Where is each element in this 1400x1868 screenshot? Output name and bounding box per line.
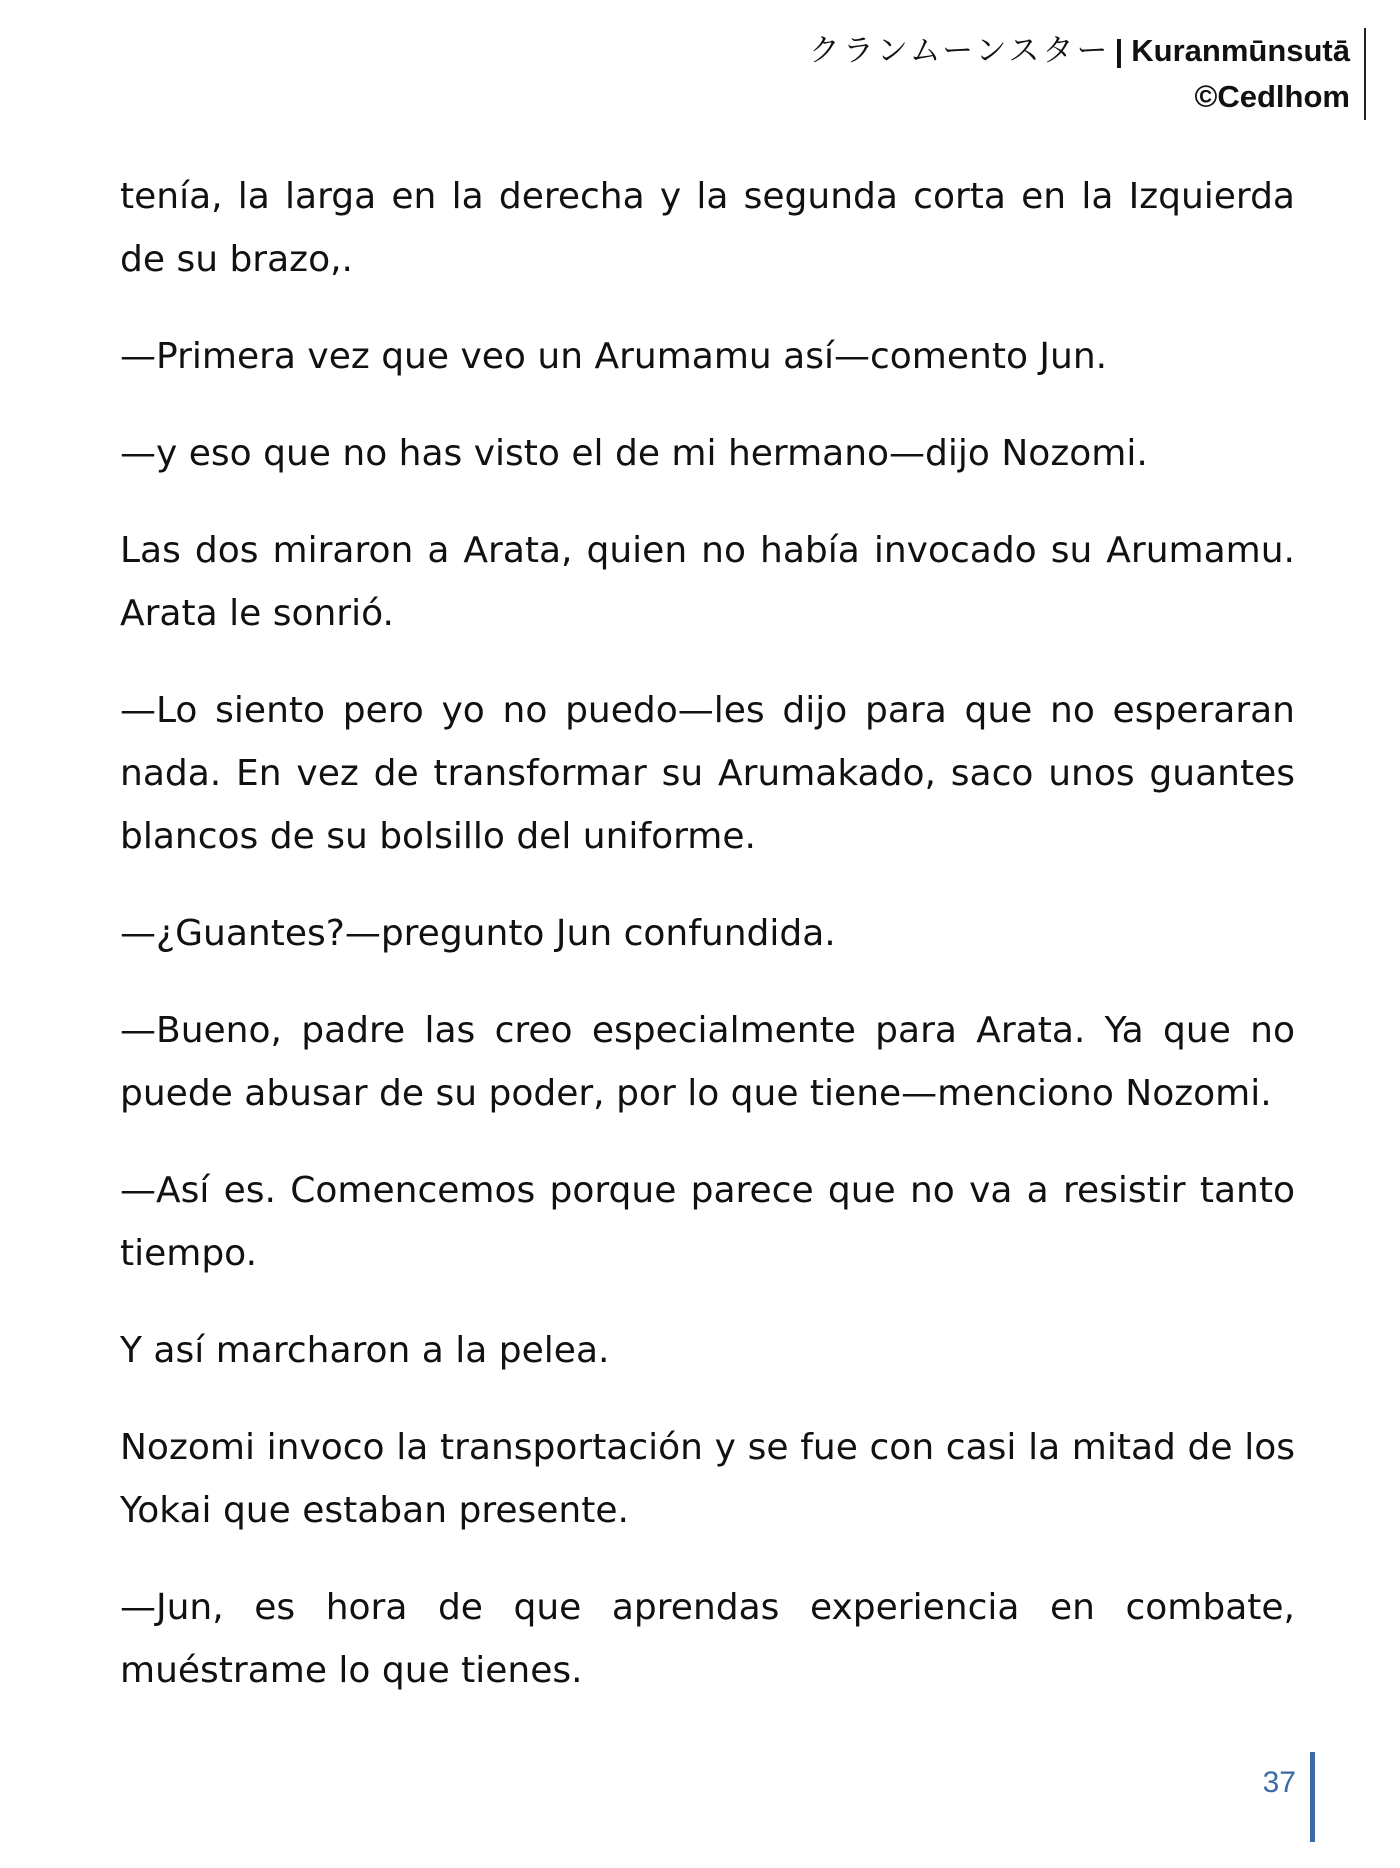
paragraph: Las dos miraron a Arata, quien no había invocado su Arumamu. Arata le sonrió. bbox=[120, 530, 1295, 634]
header-separator: | bbox=[1114, 33, 1124, 68]
paragraph: —¿Guantes?—pregunto Jun confundida. bbox=[120, 913, 836, 954]
paragraph: —Primera vez que veo un Arumamu así—comento Jun. bbox=[120, 336, 1108, 377]
paragraph: —Lo siento pero yo no puedo—les dijo para que no esperaran nada. En vez de transformar su Arumakado, saco unos guantes blancos de su bolsillo del uniforme. bbox=[120, 690, 1295, 857]
page-number: 37 bbox=[1263, 1752, 1315, 1842]
header-japanese-title: クランムーンスター bbox=[808, 33, 1111, 69]
header-copyright: ©Cedlhom bbox=[1194, 79, 1350, 114]
header-romaji-title: Kuranmūnsutā bbox=[1131, 33, 1350, 68]
body-text bbox=[120, 165, 1295, 1736]
paragraph: Y así marcharon a la pelea. bbox=[120, 1330, 610, 1371]
paragraph: Nozomi invoco la transportación y se fue con casi la mitad de los Yokai que estaban presente. bbox=[120, 1427, 1295, 1531]
paragraph: —Bueno, padre las creo especialmente para Arata. Ya que no puede abusar de su poder, por lo que tiene—menciono Nozomi. bbox=[120, 1010, 1295, 1114]
paragraph: —Jun, es hora de que aprendas experiencia en combate, muéstrame lo que tienes. bbox=[120, 1587, 1295, 1691]
paragraph: tenía, la larga en la derecha y la segunda corta en la Izquierda de su brazo,. bbox=[120, 176, 1295, 280]
paragraph: —y eso que no has visto el de mi hermano—dijo Nozomi. bbox=[120, 433, 1148, 474]
running-header bbox=[809, 28, 1366, 120]
paragraph: —Así es. Comencemos porque parece que no va a resistir tanto tiempo. bbox=[120, 1170, 1295, 1274]
